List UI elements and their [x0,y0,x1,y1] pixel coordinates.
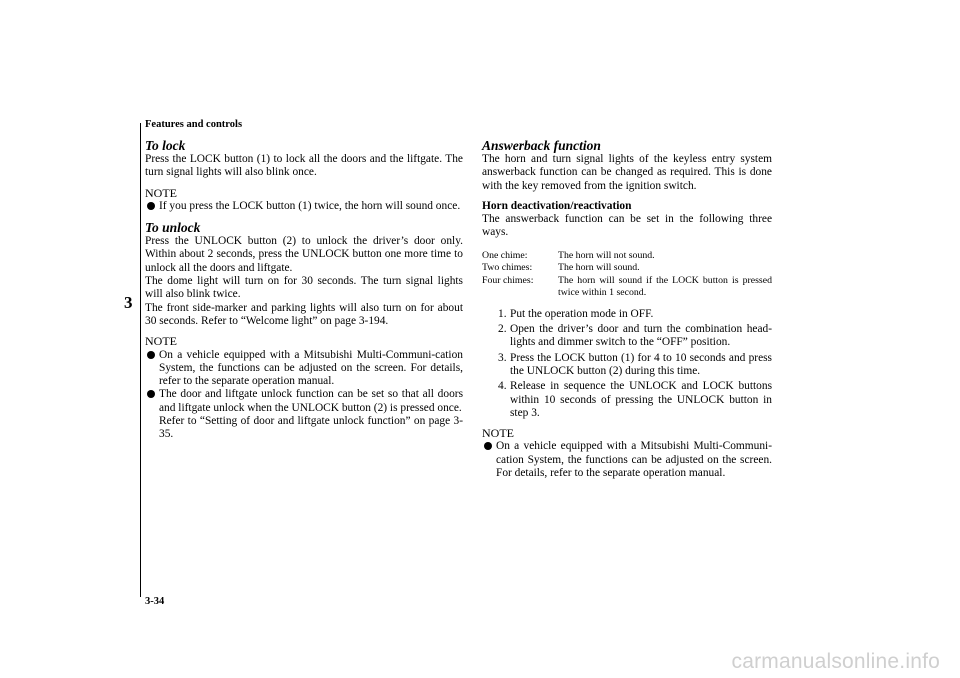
step-number: 4. [498,380,507,393]
unlock-notes [145,349,463,442]
step-text: Put the operation mode in OFF. [510,307,654,320]
chime-mode-value: The horn will not sound. [558,249,655,261]
horn-note-label: NOTE [482,426,514,441]
chapter-number: 3 [124,293,133,312]
step-text: Release in sequence the UNLOCK and LOCK buttons within 10 seconds of pressing the UNLOCK button in step 3. [510,380,772,419]
chime-mode-value: The horn will sound if the LOCK button is pressed twice within 1 second. [558,274,772,299]
unlock-note-text: The door and liftgate unlock function can be set so that all doors and liftgate unlock when the UNLOCK button (2) is pressed once. [159,388,463,414]
procedure-step [498,308,772,321]
lock-note-label: NOTE [145,185,177,200]
procedure-step [498,323,772,350]
step-number: 2. [498,323,507,336]
step-text: Open the driver’s door and turn the combination head-lights and dimmer switch to the “OFF” position. [510,323,772,349]
chapter-tab [116,123,141,597]
horn-body: The answerback function can be set in the following three ways. [482,213,772,239]
chime-mode-key: Two chimes: [482,262,533,274]
procedure-steps [482,308,772,420]
chime-mode-key: One chime: [482,249,528,261]
unlock-note-label: NOTE [145,334,177,349]
unlock-paragraph: The dome light will turn on for 30 seconds. The turn signal lights will also blink twice. [145,275,463,301]
chime-mode-row [482,262,772,275]
watermark: carmanualsonline.info [731,650,940,673]
unlock-paragraph: The front side-marker and parking lights will also turn on for about 30 seconds. Refer to “Welcome light” on page 3-194. [145,301,463,327]
chime-mode-row [482,250,772,263]
right-column [482,138,772,480]
unlock-note-reference: Refer to “Setting of door and liftgate unlock function” on page 3-35. [159,415,463,441]
section-title: Features and controls [145,119,243,130]
lock-heading: To lock [145,138,186,153]
step-text: Press the LOCK button (1) for 4 to 10 seconds and press the UNLOCK button (2) during this time. [510,351,772,377]
step-number: 1. [498,307,507,320]
horn-note-item: On a vehicle equipped with a Mitsubishi Multi-Communi-cation System, the functions can be adjusted on the screen. For details, refer to the separate operation manual. [496,440,772,480]
procedure-step [498,380,772,420]
page-number: 3-34 [145,596,165,607]
answerback-heading: Answerback function [482,138,601,153]
unlock-note-item: On a vehicle equipped with a Mitsubishi Multi-Communi-cation System, the functions can be adjusted on the screen. For details, refer to the separate operation manual. [159,348,463,388]
horn-notes [482,440,772,480]
left-column [145,138,463,442]
unlock-note-item [159,388,463,441]
chime-modes [482,250,772,300]
unlock-paragraph: Press the UNLOCK button (2) to unlock the driver’s door only. Within about 2 seconds, press the UNLOCK button one more time to unlock all the doors and liftgate. [145,235,463,274]
lock-body: Press the LOCK button (1) to lock all the doors and the liftgate. The turn signal lights will also blink once. [145,153,463,179]
unlock-heading: To unlock [145,220,201,236]
procedure-step [498,352,772,379]
lock-notes [145,200,463,213]
answerback-body: The horn and turn signal lights of the keyless entry system answerback function can be changed as required. This is done with the key removed from the ignition switch. [482,153,772,192]
chime-mode-row [482,275,772,300]
horn-heading: Horn deactivation/reactivation [482,199,632,212]
lock-note-item: If you press the LOCK button (1) twice, the horn will sound once. [159,200,463,213]
chime-mode-value: The horn will sound. [558,262,640,274]
chime-mode-key: Four chimes: [482,274,534,286]
step-number: 3. [498,351,507,364]
